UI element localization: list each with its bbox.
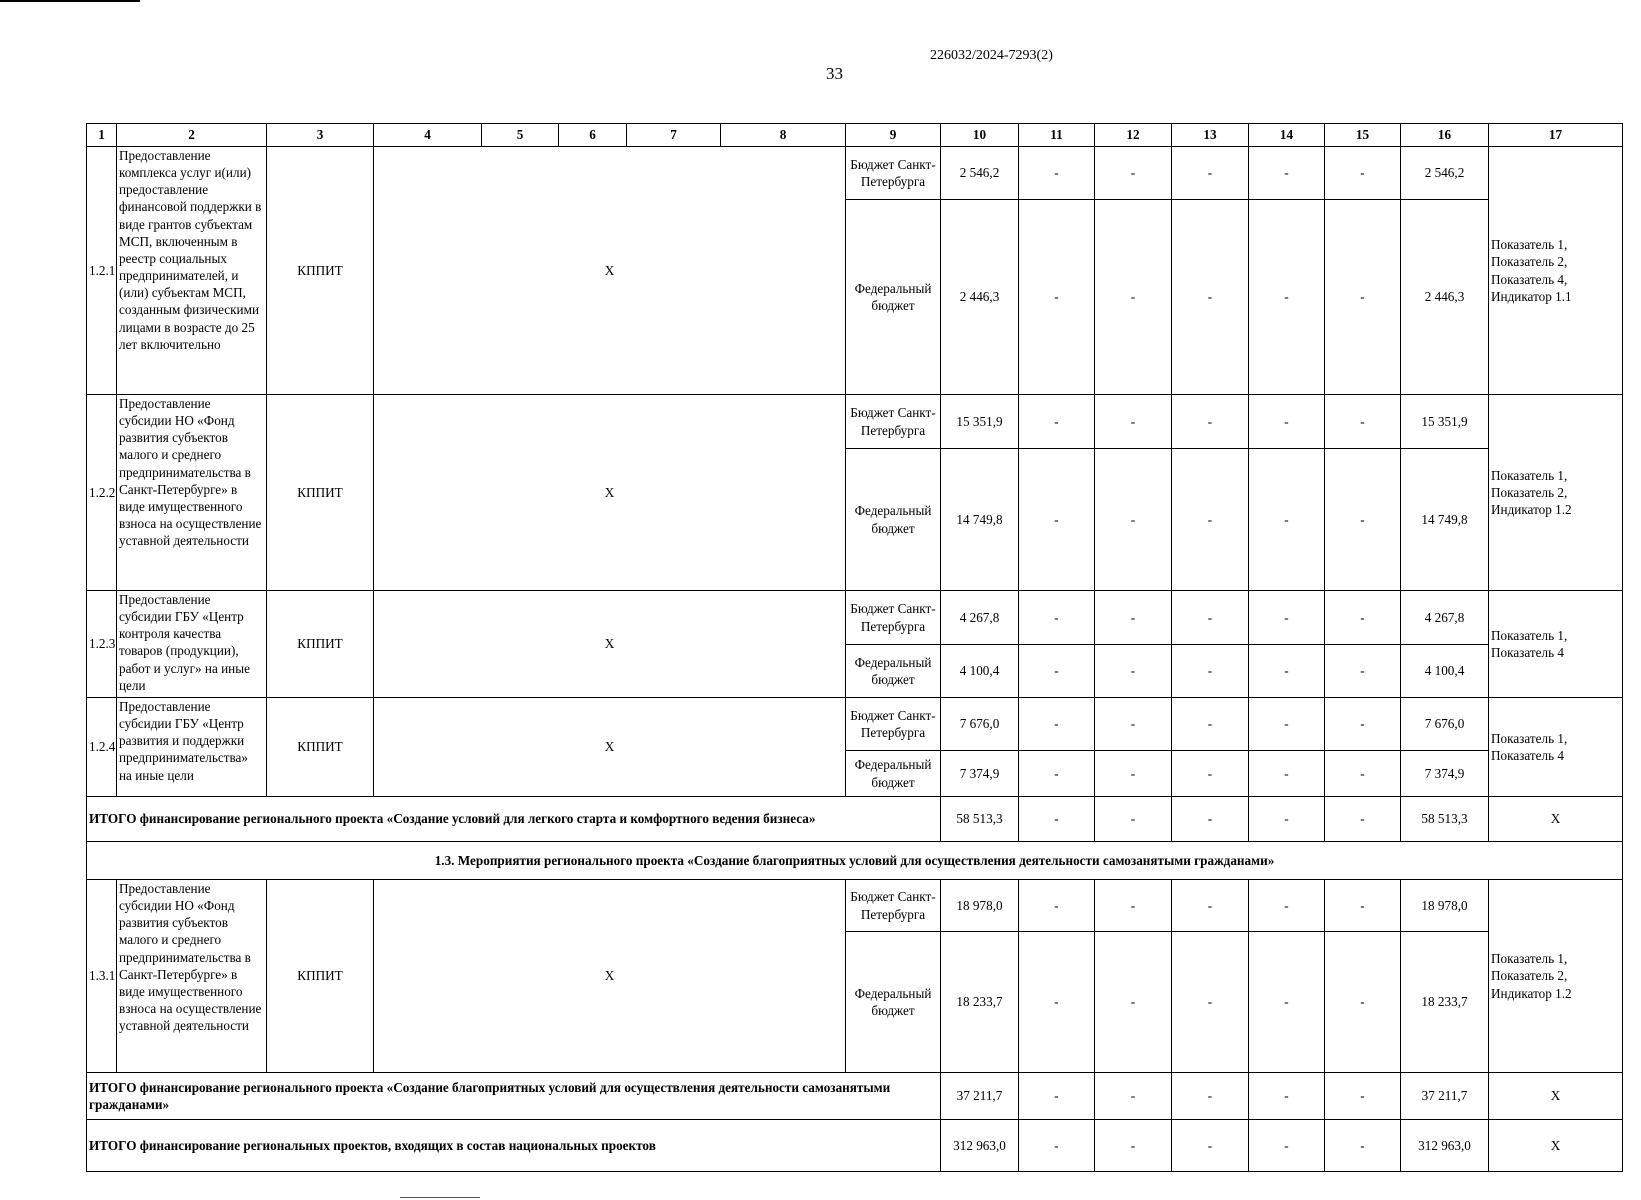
value-col14: - bbox=[1249, 698, 1325, 751]
funding-source: Федеральный бюджет bbox=[846, 200, 941, 395]
value-col10: 7 676,0 bbox=[941, 698, 1019, 751]
total-row bbox=[87, 1120, 1623, 1172]
value-col16: 4 100,4 bbox=[1401, 645, 1489, 698]
value-col16: 18 978,0 bbox=[1401, 880, 1489, 932]
value-col12: - bbox=[1095, 1073, 1172, 1120]
section-row bbox=[87, 842, 1623, 880]
total-row bbox=[87, 797, 1623, 842]
value-col13: - bbox=[1172, 880, 1249, 932]
indicators: Показатель 1, Показатель 2, Индикатор 1.2 bbox=[1489, 395, 1623, 591]
funding-source: Бюджет Санкт-Петербурга bbox=[846, 591, 941, 645]
value-col16: 18 233,7 bbox=[1401, 932, 1489, 1073]
value-col13: - bbox=[1172, 200, 1249, 395]
funding-source: Федеральный бюджет bbox=[846, 751, 941, 797]
value-col14: - bbox=[1249, 880, 1325, 932]
item-code: 1.2.4 bbox=[87, 698, 117, 797]
total-label: ИТОГО финансирование регионального проекта «Создание благоприятных условий для осуществления деятельности самозанятыми гражданами» bbox=[87, 1073, 941, 1120]
value-col15: - bbox=[1325, 880, 1401, 932]
indicators: Показатель 1, Показатель 4 bbox=[1489, 591, 1623, 698]
value-col12: - bbox=[1095, 449, 1172, 591]
funding-source: Бюджет Санкт-Петербурга bbox=[846, 880, 941, 932]
column-header: 2 bbox=[117, 124, 267, 147]
x-mark: Х bbox=[374, 698, 846, 797]
value-col16: 14 749,8 bbox=[1401, 449, 1489, 591]
value-col13: - bbox=[1172, 395, 1249, 449]
value-col10: 14 749,8 bbox=[941, 449, 1019, 591]
x-mark: Х bbox=[374, 591, 846, 698]
value-col12: - bbox=[1095, 797, 1172, 842]
table-row bbox=[87, 147, 1623, 200]
value-col17: Х bbox=[1489, 1073, 1623, 1120]
value-col12: - bbox=[1095, 698, 1172, 751]
value-col12: - bbox=[1095, 751, 1172, 797]
value-col11: - bbox=[1019, 880, 1095, 932]
value-col14: - bbox=[1249, 200, 1325, 395]
indicators: Показатель 1, Показатель 2, Индикатор 1.2 bbox=[1489, 880, 1623, 1073]
executor: КППИТ bbox=[267, 698, 374, 797]
value-col10: 2 546,2 bbox=[941, 147, 1019, 200]
value-col11: - bbox=[1019, 698, 1095, 751]
x-mark: Х bbox=[374, 880, 846, 1073]
value-col10: 18 978,0 bbox=[941, 880, 1019, 932]
value-col16: 312 963,0 bbox=[1401, 1120, 1489, 1172]
value-col15: - bbox=[1325, 698, 1401, 751]
value-col15: - bbox=[1325, 147, 1401, 200]
column-header: 12 bbox=[1095, 124, 1172, 147]
value-col10: 4 100,4 bbox=[941, 645, 1019, 698]
column-header: 8 bbox=[721, 124, 846, 147]
total-label: ИТОГО финансирование региональных проектов, входящих в состав национальных проектов bbox=[87, 1120, 941, 1172]
value-col15: - bbox=[1325, 1120, 1401, 1172]
value-col12: - bbox=[1095, 147, 1172, 200]
column-header: 16 bbox=[1401, 124, 1489, 147]
value-col10: 312 963,0 bbox=[941, 1120, 1019, 1172]
value-col16: 15 351,9 bbox=[1401, 395, 1489, 449]
column-header: 1 bbox=[87, 124, 117, 147]
value-col15: - bbox=[1325, 200, 1401, 395]
column-header: 13 bbox=[1172, 124, 1249, 147]
value-col14: - bbox=[1249, 751, 1325, 797]
page-number: 33 bbox=[826, 64, 843, 83]
value-col16: 37 211,7 bbox=[1401, 1073, 1489, 1120]
item-name: Предоставление субсидии НО «Фонд развития субъектов малого и среднего предпринимательства в Санкт-Петербурге» в виде имущественного взноса на осуществление уставной деятельности bbox=[117, 880, 267, 1073]
value-col14: - bbox=[1249, 1120, 1325, 1172]
value-col12: - bbox=[1095, 645, 1172, 698]
value-col10: 2 446,3 bbox=[941, 200, 1019, 395]
total-label: ИТОГО финансирование регионального проекта «Создание условий для легкого старта и комфортного ведения бизнеса» bbox=[87, 797, 941, 842]
value-col16: 2 446,3 bbox=[1401, 200, 1489, 395]
value-col12: - bbox=[1095, 932, 1172, 1073]
value-col16: 4 267,8 bbox=[1401, 591, 1489, 645]
value-col11: - bbox=[1019, 645, 1095, 698]
value-col11: - bbox=[1019, 591, 1095, 645]
column-header: 15 bbox=[1325, 124, 1401, 147]
executor: КППИТ bbox=[267, 591, 374, 698]
funding-source: Федеральный бюджет bbox=[846, 645, 941, 698]
value-col15: - bbox=[1325, 932, 1401, 1073]
value-col14: - bbox=[1249, 797, 1325, 842]
value-col12: - bbox=[1095, 395, 1172, 449]
value-col11: - bbox=[1019, 147, 1095, 200]
value-col10: 58 513,3 bbox=[941, 797, 1019, 842]
funding-source: Бюджет Санкт-Петербурга bbox=[846, 395, 941, 449]
item-name: Предоставление субсидии ГБУ «Центр контроля качества товаров (продукции), работ и услуг» на иные цели bbox=[117, 591, 267, 698]
item-name: Предоставление субсидии НО «Фонд развития субъектов малого и среднего предпринимательства в Санкт-Петербурге» в виде имущественного взноса на осуществление уставной деятельности bbox=[117, 395, 267, 591]
column-header: 6 bbox=[559, 124, 627, 147]
indicators: Показатель 1, Показатель 4 bbox=[1489, 698, 1623, 797]
column-header: 14 bbox=[1249, 124, 1325, 147]
value-col11: - bbox=[1019, 1073, 1095, 1120]
financing-table bbox=[86, 123, 1623, 1172]
value-col11: - bbox=[1019, 797, 1095, 842]
column-header: 11 bbox=[1019, 124, 1095, 147]
value-col16: 7 374,9 bbox=[1401, 751, 1489, 797]
document-registration-number: 226032/2024-7293(2) bbox=[930, 48, 1053, 63]
funding-source: Бюджет Санкт-Петербурга bbox=[846, 698, 941, 751]
value-col16: 2 546,2 bbox=[1401, 147, 1489, 200]
executor: КППИТ bbox=[267, 395, 374, 591]
value-col10: 18 233,7 bbox=[941, 932, 1019, 1073]
value-col10: 4 267,8 bbox=[941, 591, 1019, 645]
value-col12: - bbox=[1095, 200, 1172, 395]
value-col13: - bbox=[1172, 797, 1249, 842]
value-col11: - bbox=[1019, 449, 1095, 591]
value-col15: - bbox=[1325, 395, 1401, 449]
section-title: 1.3. Мероприятия регионального проекта «Создание благоприятных условий для осуществления деятельности самозанятыми гражданами» bbox=[87, 842, 1623, 880]
value-col15: - bbox=[1325, 645, 1401, 698]
x-mark: Х bbox=[374, 147, 846, 395]
value-col14: - bbox=[1249, 645, 1325, 698]
value-col15: - bbox=[1325, 797, 1401, 842]
item-name: Предоставление субсидии ГБУ «Центр развития и поддержки предпринимательства» на иные цели bbox=[117, 698, 267, 797]
value-col13: - bbox=[1172, 645, 1249, 698]
value-col11: - bbox=[1019, 932, 1095, 1073]
column-header: 3 bbox=[267, 124, 374, 147]
column-header: 4 bbox=[374, 124, 482, 147]
value-col13: - bbox=[1172, 1073, 1249, 1120]
column-header: 9 bbox=[846, 124, 941, 147]
value-col11: - bbox=[1019, 200, 1095, 395]
table-row bbox=[87, 591, 1623, 645]
value-col15: - bbox=[1325, 591, 1401, 645]
value-col14: - bbox=[1249, 449, 1325, 591]
value-col10: 15 351,9 bbox=[941, 395, 1019, 449]
value-col13: - bbox=[1172, 932, 1249, 1073]
item-code: 1.2.2 bbox=[87, 395, 117, 591]
value-col14: - bbox=[1249, 591, 1325, 645]
column-header: 5 bbox=[482, 124, 559, 147]
value-col16: 58 513,3 bbox=[1401, 797, 1489, 842]
item-name: Предоставление комплекса услуг и(или) предоставление финансовой поддержки в виде грантов субъектам МСП, включенным в реестр социальных предпринимателей, и (или) субъектам МСП, созданным физическими лицами в возрасте до 25 лет включительно bbox=[117, 147, 267, 395]
table-row bbox=[87, 880, 1623, 932]
column-header: 7 bbox=[627, 124, 721, 147]
total-row bbox=[87, 1073, 1623, 1120]
value-col15: - bbox=[1325, 1073, 1401, 1120]
value-col12: - bbox=[1095, 591, 1172, 645]
value-col15: - bbox=[1325, 449, 1401, 591]
funding-source: Федеральный бюджет bbox=[846, 449, 941, 591]
table-row bbox=[87, 698, 1623, 751]
value-col11: - bbox=[1019, 751, 1095, 797]
column-number-row bbox=[87, 124, 1623, 147]
value-col17: Х bbox=[1489, 797, 1623, 842]
item-code: 1.2.1 bbox=[87, 147, 117, 395]
table-row bbox=[87, 395, 1623, 449]
scan-artifact-line bbox=[400, 1197, 480, 1198]
funding-source: Бюджет Санкт-Петербурга bbox=[846, 147, 941, 200]
funding-source: Федеральный бюджет bbox=[846, 932, 941, 1073]
value-col10: 7 374,9 bbox=[941, 751, 1019, 797]
item-code: 1.3.1 bbox=[87, 880, 117, 1073]
value-col14: - bbox=[1249, 395, 1325, 449]
value-col14: - bbox=[1249, 147, 1325, 200]
corner-rule bbox=[0, 0, 140, 2]
executor: КППИТ bbox=[267, 147, 374, 395]
value-col16: 7 676,0 bbox=[1401, 698, 1489, 751]
value-col13: - bbox=[1172, 751, 1249, 797]
value-col17: Х bbox=[1489, 1120, 1623, 1172]
value-col11: - bbox=[1019, 1120, 1095, 1172]
value-col12: - bbox=[1095, 880, 1172, 932]
value-col14: - bbox=[1249, 932, 1325, 1073]
value-col13: - bbox=[1172, 698, 1249, 751]
x-mark: Х bbox=[374, 395, 846, 591]
item-code: 1.2.3 bbox=[87, 591, 117, 698]
value-col13: - bbox=[1172, 1120, 1249, 1172]
value-col14: - bbox=[1249, 1073, 1325, 1120]
executor: КППИТ bbox=[267, 880, 374, 1073]
value-col13: - bbox=[1172, 591, 1249, 645]
value-col13: - bbox=[1172, 147, 1249, 200]
value-col12: - bbox=[1095, 1120, 1172, 1172]
column-header: 17 bbox=[1489, 124, 1623, 147]
value-col15: - bbox=[1325, 751, 1401, 797]
value-col13: - bbox=[1172, 449, 1249, 591]
value-col11: - bbox=[1019, 395, 1095, 449]
indicators: Показатель 1, Показатель 2, Показатель 4, Индикатор 1.1 bbox=[1489, 147, 1623, 395]
value-col10: 37 211,7 bbox=[941, 1073, 1019, 1120]
column-header: 10 bbox=[941, 124, 1019, 147]
